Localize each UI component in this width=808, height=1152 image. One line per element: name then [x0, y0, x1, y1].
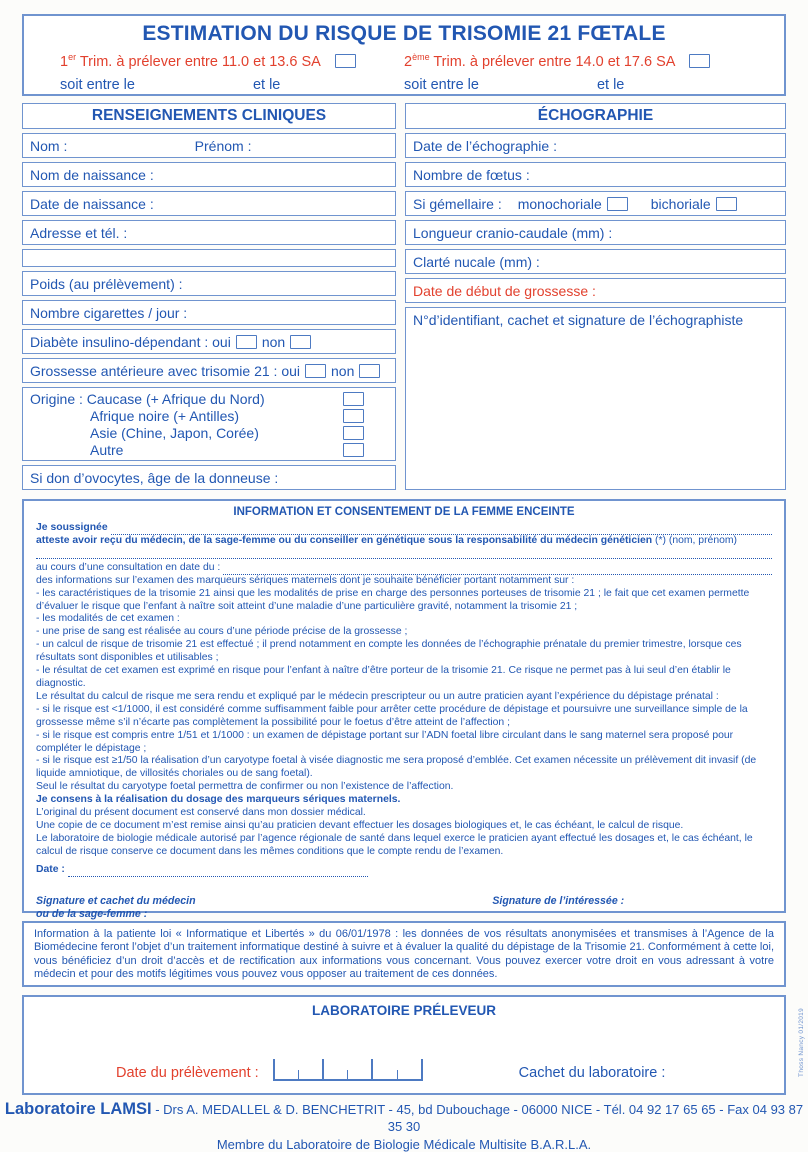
lab-box [22, 995, 786, 1095]
field-label: Nom de naissance : [30, 166, 154, 183]
consent-line [36, 691, 772, 704]
form-row [22, 358, 396, 383]
soit-entre-le-label: soit entre le [60, 76, 135, 93]
consent-line [36, 833, 772, 859]
echo-column [405, 103, 786, 490]
field-label: Date de naissance : [30, 195, 154, 212]
trim1-cell [60, 52, 404, 70]
consent-line [36, 704, 772, 730]
columns-wrap [22, 103, 786, 490]
footer-line2: Membre du Laboratoire de Biologie Médicale Multisite B.A.R.L.A. [216, 1137, 592, 1152]
consent-text: Le résultat du calcul de risque me sera rendu et expliqué par le médecin prescripteur ou un autre praticien ayant l’expérience du dépistage prénatal : [36, 690, 719, 702]
echo-header: ÉCHOGRAPHIE [405, 103, 786, 129]
consent-text: L’original du présent document est conservé dans mon dossier médical. [36, 807, 366, 819]
checkbox[interactable] [236, 335, 257, 349]
form-row [22, 162, 396, 187]
field-label: Adresse et tél. : [30, 224, 128, 241]
checkbox[interactable] [305, 364, 326, 378]
print-credit: Thoss Nancy 01/2019 [798, 1008, 805, 1077]
consent-line [36, 864, 772, 877]
trim1-label: 1er Trim. à prélever entre 11.0 et 13.6 SA [60, 52, 321, 70]
consent-line [36, 575, 772, 588]
form-row [405, 307, 786, 490]
field-label: Poids (au prélèvement) : [30, 275, 183, 292]
consent-text: - un calcul de risque de trisomie 21 est effectué ; il prend notamment en compte les données de l’échographie prénatale du premier trimestre, lorsque ces résultats sont disponibles et utilisables ; [36, 639, 742, 664]
form-row [405, 220, 786, 245]
field-label: Date de l’échographie : [413, 137, 557, 154]
form-row [22, 300, 396, 325]
footer-contact: - Drs A. MEDALLEL & D. BENCHETRIT - 45, bd Dubouchage - 06000 NICE - Tél. 04 92 17 65 65 - Fax 04 93 87 35 30 [151, 1102, 804, 1134]
et-le-label: et le [252, 76, 281, 93]
consent-text: - les modalités de cet examen : [36, 613, 180, 625]
consent-line [36, 639, 772, 665]
checkbox[interactable] [343, 426, 364, 440]
lab-row [24, 1059, 784, 1081]
field-label: Si don d’ovocytes, âge de la donneuse : [30, 469, 279, 486]
footer [0, 1100, 808, 1152]
consent-text: - si le risque est compris entre 1/51 et 1/1000 : un examen de dépistage portant sur l’ADN foetal libre circulant dans le sang maternel sera proposé pour compléter le dépistage ; [36, 729, 734, 754]
trim2-label: 2ème Trim. à prélever entre 14.0 et 17.6 SA [404, 52, 676, 70]
field-label: monochoriale [517, 195, 602, 212]
signature-medecin-label: Signature et cachet du médecin ou de la sage-femme : [36, 894, 196, 920]
option-label: Origine : Caucase (+ Afrique du Nord) [30, 390, 265, 407]
consent-line [36, 781, 772, 794]
form-row [405, 133, 786, 158]
field-label: Si gémellaire : [413, 195, 502, 212]
form-row [22, 387, 396, 461]
clinical-column [22, 103, 396, 490]
form-row [405, 249, 786, 274]
field-label: Prénom : [194, 137, 252, 154]
field-label: N°d’identifiant, cachet et signature de l’échographiste [413, 312, 744, 328]
privacy-text: Information à la patiente loi « Informatique et Libertés » du 06/01/1978 : les données de vos résultats anonymisées et transmises à l’Agence de la Biomédecine feront l’objet d’un traitement informatique destiné à suivre et à évaluer la qualité du dépistage de la Trisomie 21. Conformément à cette loi, vous bénéficiez d’un droit d’accès et de rectification aux informations vous concernant. Vous pouvez exercer votre droit en vous adressant à votre médecin et pour des motifs légitimes vous pouvez vous opposer au traitement de ces données. [34, 928, 774, 981]
form-row [405, 278, 786, 303]
checkbox[interactable] [290, 335, 311, 349]
origin-option [30, 424, 388, 441]
signature-interessee-label: Signature de l’intéressée : [492, 894, 625, 907]
consent-line [36, 665, 772, 691]
consent-lines [36, 522, 772, 877]
consent-text: - si le risque est ≥1/50 la réalisation d’un caryotype foetal à visée diagnostic me sera proposé d’emblée. Cet examen nécessite un prélèvement dit invasif (de liquide amniotique, de villosités choriales ou de sang foetal). [36, 755, 757, 780]
field-label: Nom : [30, 137, 68, 154]
header-box [22, 14, 786, 96]
consent-line [36, 522, 772, 535]
footer-line1 [0, 1100, 808, 1134]
consent-line [36, 626, 772, 639]
consent-text: - si le risque est <1/1000, il est considéré comme suffisamment faible pour arrêter cette procédure de dépistage et poursuivre une surveillance simple de la grossesse même s’il n’écarte pas complètement la possibilité pour le foetus d’être atteint de l’affection ; [36, 703, 748, 728]
field-label: Nombre cigarettes / jour : [30, 304, 188, 321]
soit-entre-le-label: soit entre le [404, 76, 479, 93]
soit-cell-2 [404, 77, 748, 93]
form-row [22, 271, 396, 296]
consent-line [36, 807, 772, 820]
consent-text: - les caractéristiques de la trisomie 21 ainsi que les modalités de prise en charge des personnes porteuses de trisomie 21 ; le fait que cet examen permette d’évaluer le risque que l’enfant à naître soit atteint d’une maladie d’une particulière gravité, notamment la trisomie 21 ; [36, 587, 750, 612]
consent-text: des informations sur l’examen des marqueurs sériques maternels dont je souhaite bénéficier portant notamment sur : [36, 574, 575, 586]
field-label: non [261, 333, 286, 350]
trim2-checkbox[interactable] [689, 54, 710, 68]
consent-text: Je soussignée [36, 522, 108, 533]
option-label: Asie (Chine, Japon, Corée) [90, 424, 259, 441]
option-label: Afrique noire (+ Antilles) [90, 407, 240, 424]
dotted-input-line[interactable] [68, 867, 368, 877]
checkbox[interactable] [343, 409, 364, 423]
consent-line [36, 730, 772, 756]
form-row [22, 191, 396, 216]
consent-text: au cours d’une consultation en date du : [36, 561, 221, 573]
et-le-label: et le [596, 76, 625, 93]
consent-line [36, 794, 772, 807]
consent-line [36, 613, 772, 626]
field-label: Clarté nucale (mm) : [413, 253, 540, 270]
trim2-cell [404, 52, 748, 70]
option-label: Autre [90, 441, 124, 458]
consent-box [22, 499, 786, 920]
date-comb-field[interactable] [273, 1059, 423, 1081]
form-row [22, 329, 396, 354]
consent-text: Le laboratoire de biologie médicale autorisé par l’agence régionale de santé dans lequel exerce le praticien ayant effectué les dosages et, le cas échéant, le calcul de risque conserve ce document dans les mêmes conditions que le compte rendu de l’examen. [36, 832, 753, 857]
footer-lab-name: Laboratoire LAMSI [4, 1100, 152, 1118]
trimester-row [60, 52, 748, 70]
form-row [22, 133, 396, 158]
soit-cell-1 [60, 77, 404, 93]
dotted-input-line[interactable] [36, 548, 772, 559]
field-label: non [331, 362, 355, 379]
origin-option [30, 441, 388, 458]
consent-text: Je consens à la réalisation du dosage des marqueurs sériques maternels. [36, 794, 401, 806]
origin-option [30, 407, 388, 424]
consent-text: Une copie de ce document m’est remise ainsi qu’au praticien devant effectuer les dosages biologiques et, le cas échéant, le calcul de risque. [36, 819, 684, 831]
checkbox[interactable] [343, 443, 364, 457]
consent-line [36, 535, 772, 548]
consent-line [36, 820, 772, 833]
field-label: Grossesse antérieure avec trisomie 21 : oui [30, 362, 301, 379]
field-label: Longueur cranio-caudale (mm) : [413, 224, 613, 241]
consent-line [36, 562, 772, 575]
dotted-input-line[interactable] [223, 565, 772, 575]
consent-text-tail: (*) (nom, prénom) [652, 534, 738, 546]
signature-row [36, 895, 772, 921]
form-row [22, 249, 396, 267]
consent-line [36, 755, 772, 781]
consent-text: - le résultat de cet examen est exprimé en risque pour l’enfant à naître d’être porteur de la trisomie 21. Ce risque ne permet pas à lui seul d’en établir le diagnostic. [36, 665, 731, 689]
checkbox[interactable] [359, 364, 380, 378]
form-row [22, 465, 396, 490]
consent-text: Date : [36, 863, 65, 875]
origin-option [30, 390, 388, 407]
dotted-input-line[interactable] [111, 525, 772, 535]
checkbox[interactable] [607, 197, 628, 211]
field-label: Date de début de grossesse : [413, 282, 596, 299]
privacy-box [22, 921, 786, 987]
form-row [405, 162, 786, 187]
trim1-checkbox[interactable] [335, 54, 356, 68]
clinical-header: RENSEIGNEMENTS CLINIQUES [22, 103, 396, 129]
field-label: bichoriale [650, 195, 711, 212]
soit-row [60, 77, 748, 93]
consent-text: Seul le résultat du caryotype foetal permettra de confirmer ou non l’existence de l’affection. [36, 781, 454, 793]
checkbox[interactable] [343, 392, 364, 406]
field-label: Nombre de fœtus : [413, 166, 530, 183]
form-row [405, 191, 786, 216]
lab-title: LABORATOIRE PRÉLEVEUR [311, 1003, 497, 1018]
date-prelevement-label: Date du prélèvement : [116, 1065, 259, 1081]
form-row [22, 220, 396, 245]
form-title: ESTIMATION DU RISQUE DE TRISOMIE 21 FŒTALE [142, 22, 666, 45]
consent-text: atteste avoir reçu du médecin, de la sage-femme ou du conseiller en génétique sous la responsabilité du médecin généticien [36, 534, 653, 546]
consent-line [36, 588, 772, 614]
cachet-laboratoire-label: Cachet du laboratoire : [518, 1065, 666, 1081]
field-label: Diabète insulino-dépendant : oui [30, 333, 231, 350]
consent-text: - une prise de sang est réalisée au cours d’une période précise de la grossesse ; [36, 626, 408, 638]
checkbox[interactable] [716, 197, 737, 211]
consent-title: INFORMATION ET CONSENTEMENT DE LA FEMME ENCEINTE [233, 506, 575, 518]
